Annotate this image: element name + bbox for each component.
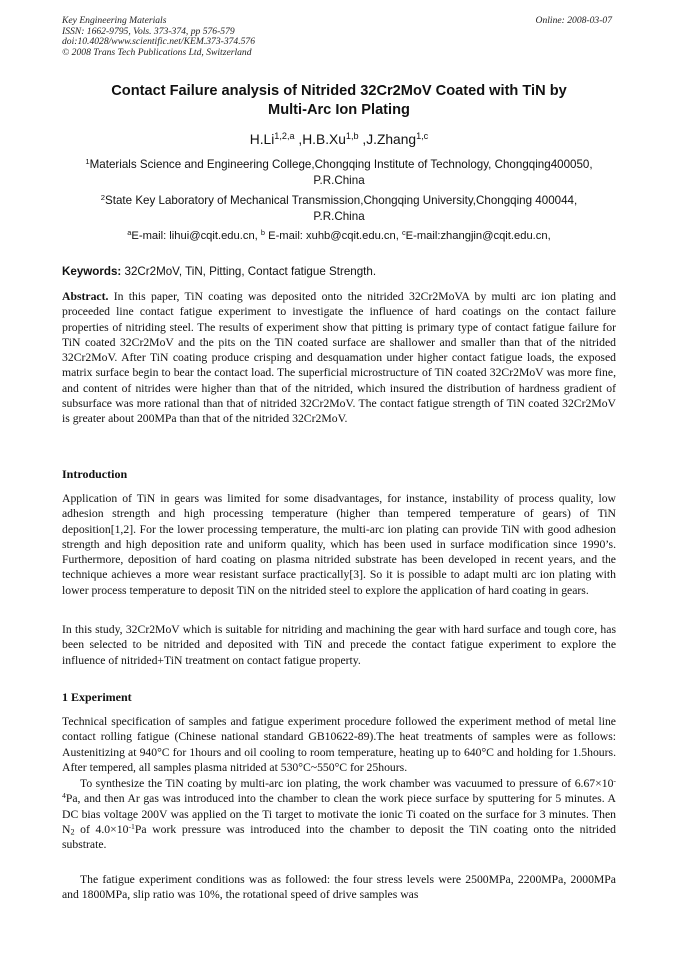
experiment-paragraph-1: Technical specification of samples and fatigue experiment procedure followed the experiment method of metal line contact rolling fatigue (Chinese national standard GB10622-89).The heat treatments of samples were as follows: Austenitizing at 940°C for 1hours and oil cooling to room temperature, heating up to 640°C and holding for 1.5hours. After tempered, all samples plasma nitrided at 530°C~550°C for 25hours. (62, 715, 616, 774)
keywords (62, 264, 616, 279)
experiment-p2-part-c: of 4.0×10 (74, 822, 129, 836)
title-line-2: Multi-Arc Ion Plating (268, 102, 410, 118)
affiliation-1-line-2: P.R.China (313, 174, 365, 187)
email-c: E-mail:zhangjin@cqit.edu.cn, (405, 230, 551, 242)
author-1-affiliation-mark: 1,2,a (274, 131, 295, 141)
experiment-paragraph-3: The fatigue experiment conditions was as followed: the four stress levels were 2500MPa, 2200MPa, 2000MPa and 1800MPa, slip ratio was 10%, the rotational speed of drive samples was (62, 873, 616, 902)
journal-copyright: © 2008 Trans Tech Publications Ltd, Switzerland (62, 46, 252, 58)
email-a-mark: a (127, 227, 132, 237)
affiliation-1 (62, 157, 616, 189)
experiment-p2-part-d: Pa work pressure was introduced into the chamber to deposit the TiN coating onto the nitrided substrate. (62, 822, 616, 852)
author-list (62, 131, 616, 149)
introduction-paragraph-1: Application of TiN in gears was limited for some disadvantages, for instance, instability of process quality, low adhesion strength and high processing temperature (higher than tempered temperature of gears) of TiN deposition[1,2]. For the lower processing temperature, the multi-arc ion plating can provide TiN with good adhesion strength and high deposition rate and uniform quality, which has been used in surface modification since 1990’s. Furthermore, deposition of hard coating on plasma nitrided substrate has been developed in recent years, and the technique achieves a more wear resistant surface practically[3]. So it is possible to adapt multi arc ion plating with lower process temperature to deposit TiN on the nitrided steel to explore the application of hard coating in gears. (62, 492, 616, 597)
author-1-name: H.Li (249, 132, 275, 147)
experiment-p2-part-a: To synthesize the TiN coating by multi-arc ion plating, the work chamber was vacuumed to pressure of 6.67×10 (80, 777, 614, 790)
pressure-exponent-1: -4 (62, 775, 616, 801)
author-3-name: ,J.Zhang (358, 132, 417, 147)
affiliation-2-mark: 2 (100, 192, 106, 202)
abstract-text: In this paper, TiN coating was deposited onto the nitrided 32Cr2MoVA by multi arc ion plating and proceeded line contact fatigue experiment to investigate the influence of hard coatings on the contact failure properties of nitriding steel. The results of experiment show that pitting is primary type of contact fatigue failure for TiN coated 32Cr2MoV and the pits on the TiN coated surface are shallower and smaller than that of the nitrided 32Cr2MoV. After TiN coating produce crisping and desquamation under higher contact fatigue loads, the exposed matrix surface begin to bear the contact load. The superficial microstructure of TiN coated 32Cr2MoV was more fine, and content of nitrides were higher than that of the nitrided, which insured the distribution of hardness gradient of subsurface was more rational than that of nitrided 32Cr2MoV. The contact fatigue strength of TiN coated 32Cr2MoV is greater about 200MPa than that of the nitrided 32Cr2MoV. (62, 290, 616, 426)
pressure-exponent-2: -1 (128, 821, 135, 831)
keywords-label: Keywords: (62, 265, 122, 278)
affiliation-1-mark: 1 (85, 156, 90, 166)
journal-doi: doi:10.4028/www.scientific.net/KEM.373-374.576 (62, 36, 256, 48)
nitrogen-subscript: 2 (70, 827, 75, 837)
online-date: Online: 2008-03-07 (535, 15, 612, 26)
title-line-1: Contact Failure analysis of Nitrided 32Cr2MoV Coated with TiN by (111, 83, 567, 99)
author-2-affiliation-mark: 1,b (345, 131, 359, 141)
email-b: E-mail: xuhb@cqit.edu.cn, (265, 230, 402, 242)
affiliation-2-line-2: P.R.China (313, 210, 365, 223)
journal-issn: ISSN: 1662-9795, Vols. 373-374, pp 576-579 (62, 25, 235, 37)
affiliation-2-line-1: State Key Laboratory of Mechanical Transmission,Chongqing University,Chongqing 400044, (105, 194, 578, 207)
keywords-text: 32Cr2MoV, TiN, Pitting, Contact fatigue Strength. (121, 265, 377, 278)
experiment-p2-part-b: Pa, and then Ar gas was introduced into the chamber to clean the work piece surface by sputtering for 5 minutes. A DC bias voltage 200V was applied on the Ti target to motivate the ionic Ti coated on the surface for 3 minutes. Then N (62, 792, 616, 836)
experiment-paragraph-2 (62, 776, 616, 852)
journal-name: Key Engineering Materials (62, 15, 167, 26)
section-heading-introduction: Introduction (62, 467, 128, 481)
abstract (62, 289, 616, 427)
paper-title (62, 82, 616, 120)
email-b-mark: b (260, 227, 265, 237)
email-c-mark: c (401, 227, 406, 237)
journal-header (62, 16, 255, 58)
section-heading-experiment: 1 Experiment (62, 690, 132, 704)
author-3-affiliation-mark: 1,c (416, 131, 429, 141)
affiliation-2 (62, 193, 616, 225)
author-emails (62, 229, 616, 244)
introduction-paragraph-2: In this study, 32Cr2MoV which is suitable for nitriding and machining the gear with hard surface and tough core, has been selected to be nitrided and deposited with TiN and precede the contact fatigue experiment to explore the influence of nitrided+TiN treatment on contact fatigue property. (62, 623, 616, 667)
author-2-name: ,H.B.Xu (294, 132, 346, 147)
abstract-label: Abstract. (62, 290, 109, 303)
affiliation-1-line-1: Materials Science and Engineering College,Chongqing Institute of Technology, Chongqing400050, (89, 158, 593, 171)
email-a: E-mail: lihui@cqit.edu.cn, (131, 230, 261, 242)
